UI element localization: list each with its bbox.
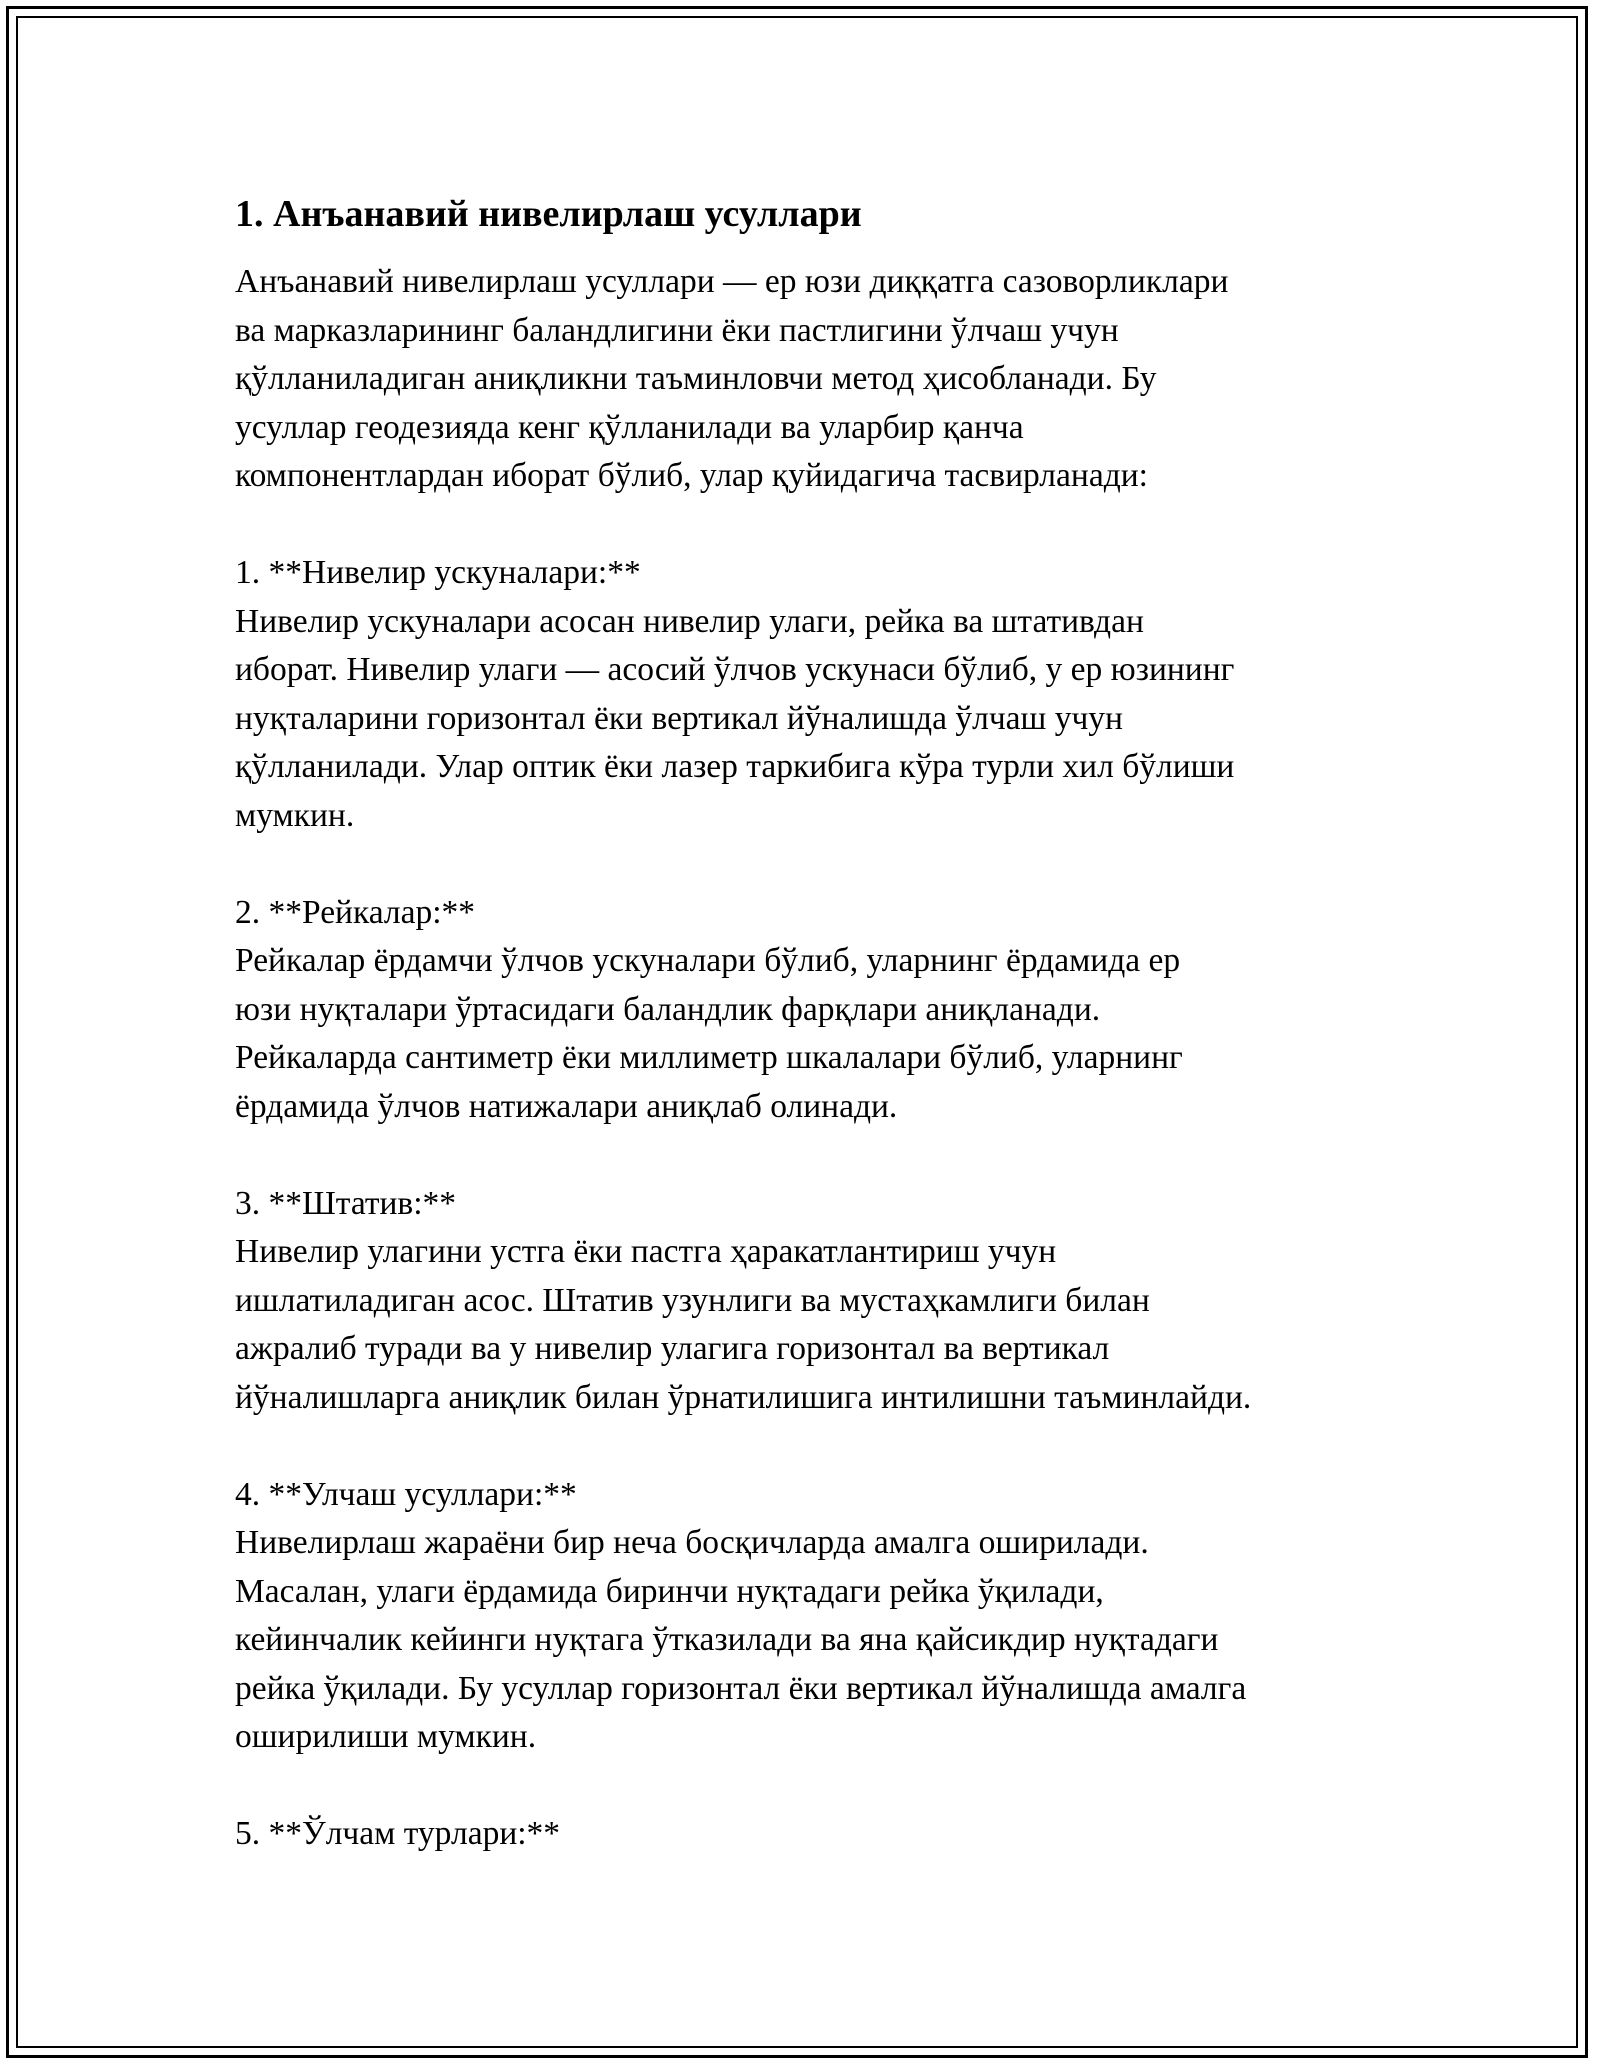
list-item-equipment	[235, 549, 1375, 840]
list-item-methods	[235, 1471, 1375, 1762]
list-item-title: 4. **Улчаш усуллари:**	[235, 1475, 577, 1513]
list-item-measurement-types	[235, 1810, 1375, 1859]
list-item-body: Нивелирлаш жараёни бир неча босқичларда амалга оширилади. Масалан, улаги ёрдамида биринчи нуқтадаги рейка ўқилади, кейинчалик кейинги нуқтага ўтказилади ва яна қайсикдир нуқтадаги рейка ўқилади. Бу усуллар горизонтал ёки вертикал йўналишда амалга оширилиши мумкин.	[235, 1524, 1247, 1755]
list-item-staffs	[235, 889, 1375, 1132]
list-item-title: 3. **Штатив:**	[235, 1184, 457, 1222]
list-item-tripod	[235, 1180, 1375, 1423]
list-item-title: 1. **Нивелир ускуналари:**	[235, 554, 641, 591]
list-item-title: 5. **Ўлчам турлари:**	[235, 1815, 561, 1852]
list-item-body: Рейкалар ёрдамчи ўлчов ускуналари бўлиб, уларнинг ёрдамида ер юзи нуқталари ўртасидаги баландлик фарқлари аниқланади. Рейкаларда сантиметр ёки миллиметр шкалалари бўлиб, уларнинг ёрдамида ўлчов натижалари аниқлаб олинади.	[235, 942, 1183, 1125]
list-item-body: Нивелир улагини устга ёки пастга ҳаракатлантириш учун ишлатиладиган асос. Штатив узунлиги ва мустаҳкамлиги билан ажралиб туради ва у нивелир улагига горизонтал ва вертикал йўналишларга аниқлик билан ўрнатилишига интилишни таъминлайди.	[235, 1233, 1252, 1416]
intro-paragraph: Анъанавий нивелирлаш усуллари — ер юзи диққатга сазоворликлари ва марказларининг баландлигини ёки пастлигини ўлчаш учун қўлланиладиган аниқликни таъминловчи метод ҳисобланади. Бу усуллар геодезияда кенг қўлланилади ва уларбир қанча компонентлардан иборат бўлиб, улар қуйидагича тасвирланади:	[235, 263, 1229, 494]
list-item-body: Нивелир ускуналари асосан нивелир улаги, рейка ва штативдан иборат. Нивелир улаги — асосий ўлчов ускунаси бўлиб, у ер юзининг нуқталарини горизонтал ёки вертикал йўналишда ўлчаш учун қўлланилади. Улар оптик ёки лазер таркибига кўра турли хил бўлиши мумкин.	[235, 602, 1235, 834]
section-heading: 1. Анъанавий нивелирлаш усуллари	[235, 193, 862, 235]
list-item-title: 2. **Рейкалар:**	[235, 893, 476, 931]
document-body	[235, 188, 1375, 1907]
